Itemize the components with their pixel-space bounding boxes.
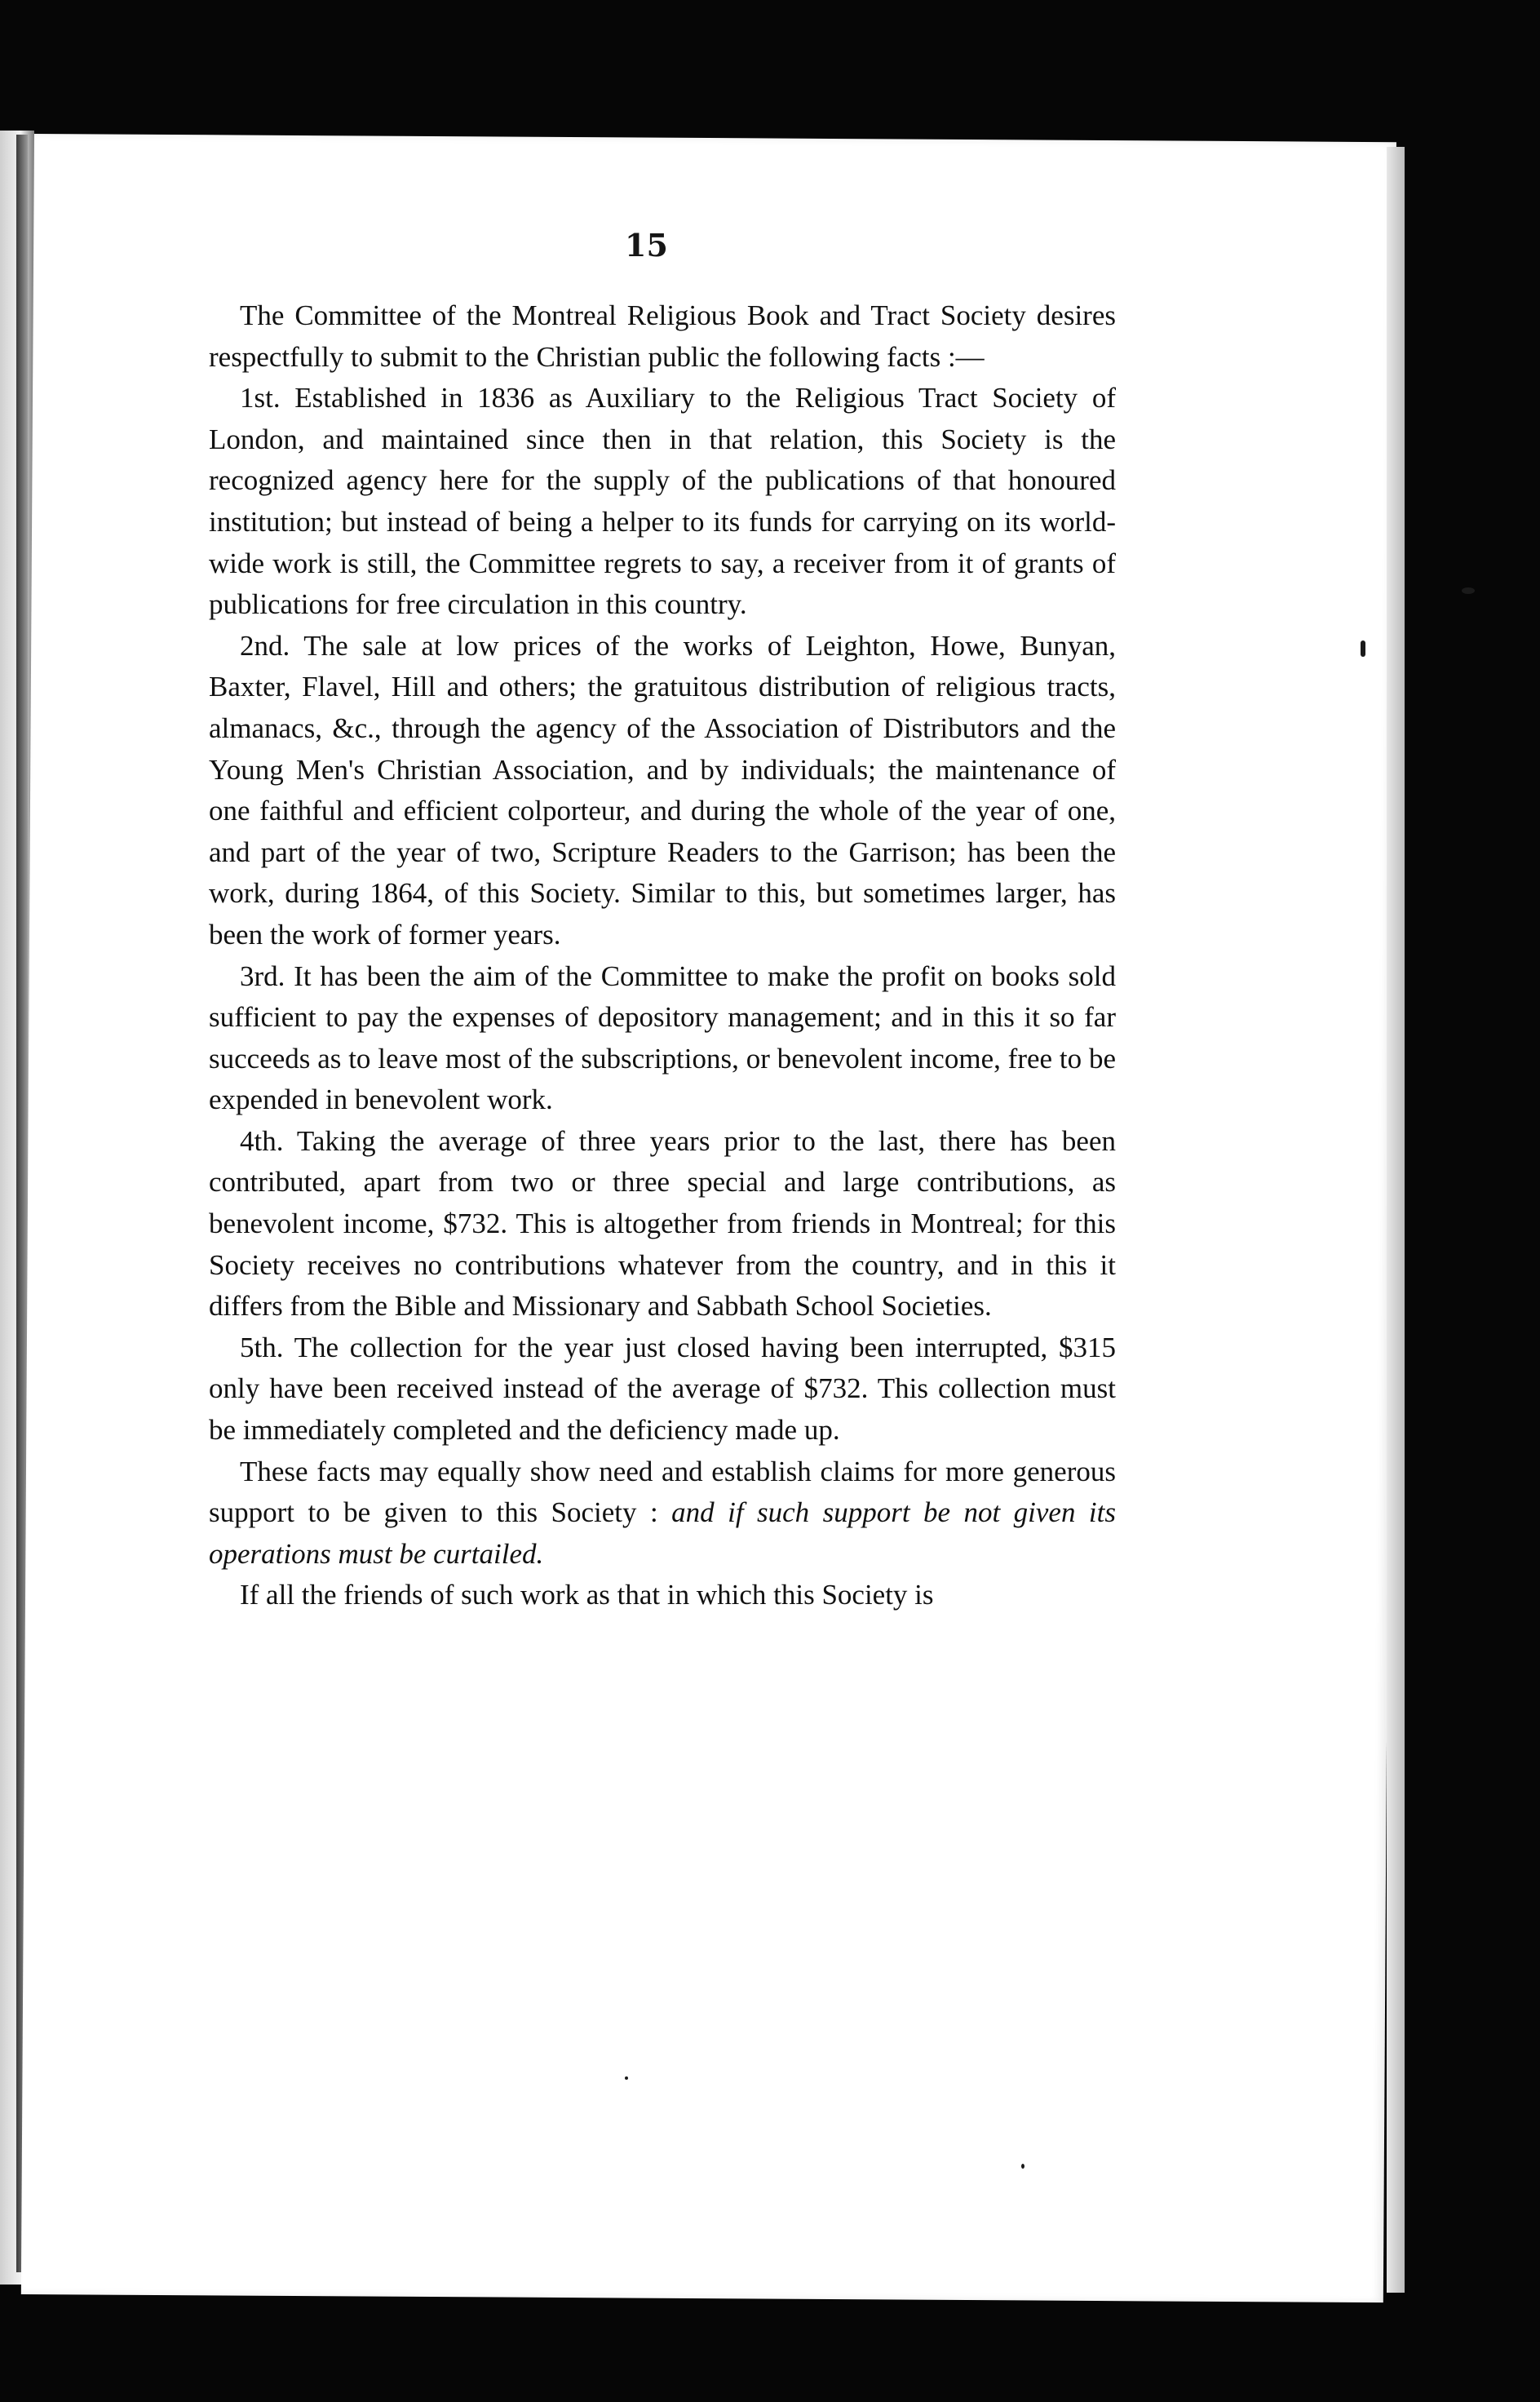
claims-text: These facts may equally show need and establish claims for more generous support to be given to this Society : <box>209 1455 1116 1529</box>
scan-speck <box>1462 587 1475 594</box>
scan-speck <box>625 2076 628 2080</box>
body-text <box>209 295 1116 1616</box>
paragraph-intro: The Committee of the Montreal Religious Book and Tract Society desires respectfully to submit to the Christian public the following facts :— <box>209 299 1116 373</box>
scan-speck <box>1021 2164 1024 2169</box>
paragraph-third-fact: 3rd. It has been the aim of the Committee to make the profit on books sold sufficient to pay the expenses of depository management; and in this it so far succeeds as to leave most of the subscriptions, or benevolent income, free to be expended in benevolent work. <box>209 959 1116 1116</box>
paragraph-fourth-fact: 4th. Taking the average of three years prior to the last, there has been contributed, apart from two or three special and large contributions, as benevolent income, $732. This is altogether from friends in Montreal; for this Society receives no contributions whatever from the country, and in this it differs from the Bible and Missionary and Sabbath School Societies. <box>209 1124 1116 1323</box>
paragraph-first-fact: 1st. Established in 1836 as Auxiliary to the Religious Tract Society of London, and maintained since then in that relation, this Society is the recognized agency here for the supply of the publications of that honoured institution; but instead of being a helper to its funds for carrying on its world-wide work is still, the Committee regrets to say, a receiver from it of grants of publications for free circulation in this country. <box>209 382 1116 621</box>
paragraph-claims <box>209 1451 1116 1575</box>
claims-italic-text: and if such support be not given its operations must be curtailed. <box>209 1496 1116 1570</box>
page-edge-right <box>1387 147 1405 2293</box>
scan-speck <box>1361 640 1365 657</box>
paragraph-second-fact: 2nd. The sale at low prices of the works of Leighton, Howe, Bunyan, Baxter, Flavel, Hill and others; the gratuitous distribution of religious tracts, almanacs, &c., through the agency of the Association of Distributors and the Young Men's Christian Association, and by individuals; the maintenance of one faithful and efficient colporteur, and during the whole of the year of one, and part of the year of two, Scripture Readers to the Garrison; has been the work, during 1864, of this Society. Similar to this, but sometimes larger, has been the work of former years. <box>209 629 1116 951</box>
paragraph-closing-fragment: If all the friends of such work as that in which this Society is <box>240 1579 934 1611</box>
page-number: 15 <box>625 227 668 264</box>
paragraph-fifth-fact: 5th. The collection for the year just closed having been interrupted, $315 only have been received instead of the average of $732. This collection must be immediately completed and the deficiency made up. <box>209 1331 1116 1447</box>
